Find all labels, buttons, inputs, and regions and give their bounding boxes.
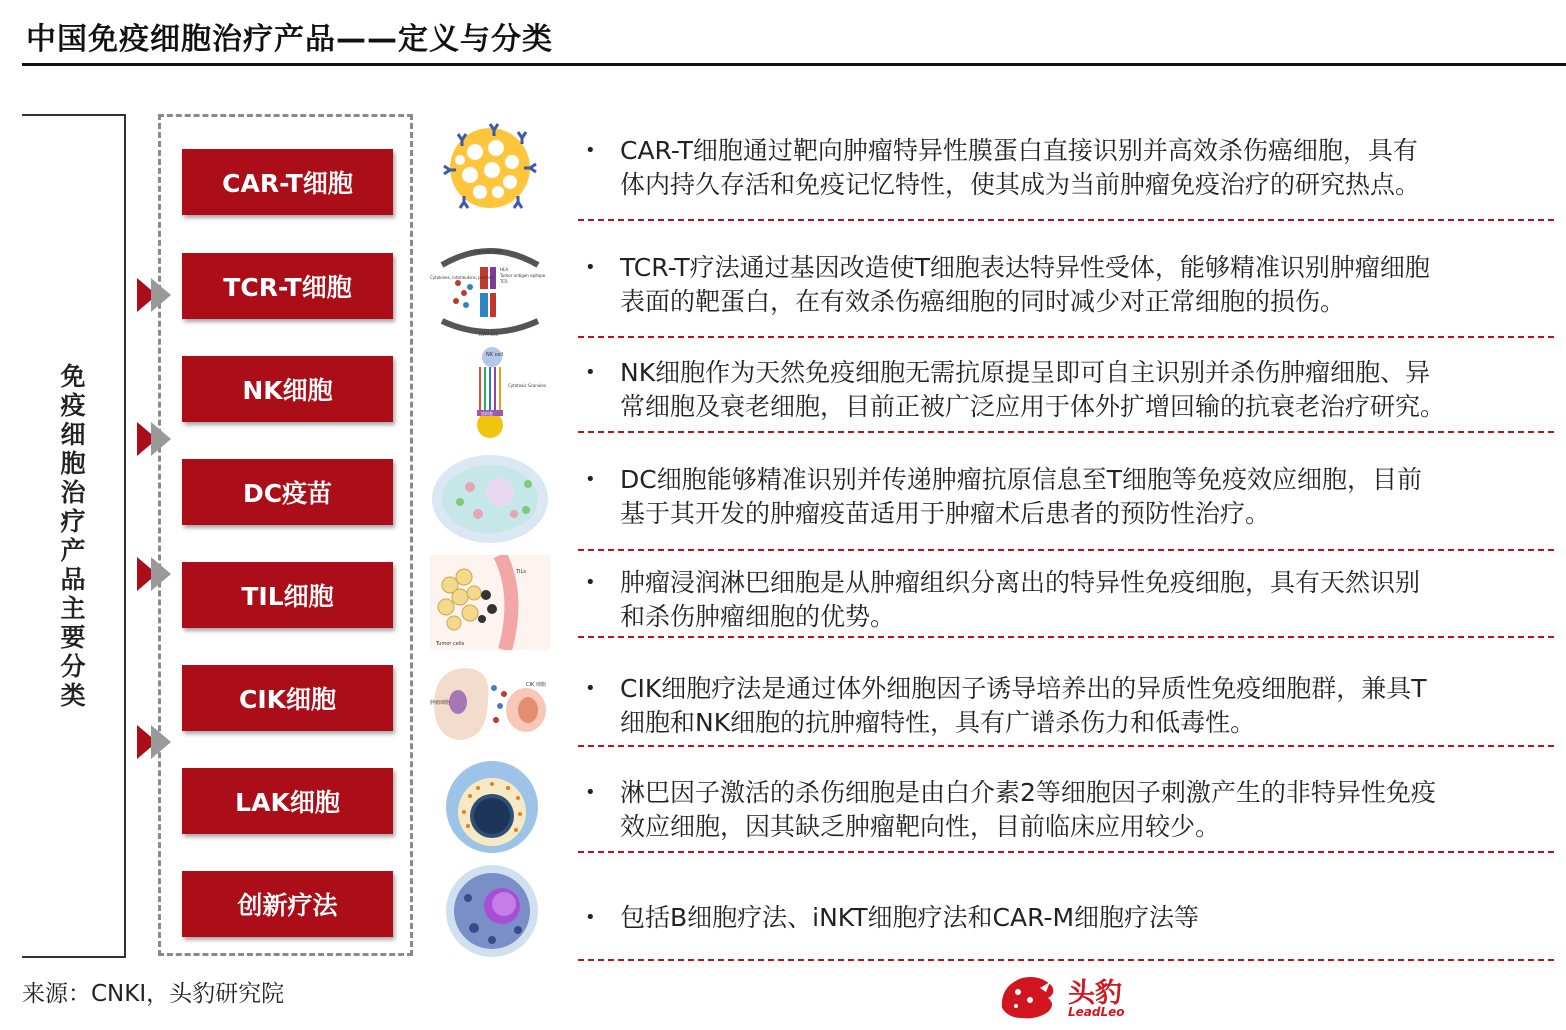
svg-text:TCR-T Cell: TCR-T Cell bbox=[478, 332, 498, 337]
section-divider bbox=[578, 549, 1554, 551]
chevron-right-icon bbox=[137, 554, 177, 594]
section-divider bbox=[578, 336, 1554, 338]
logo-text-en: LeadLeo bbox=[1068, 1005, 1125, 1019]
nk-cell-diagram bbox=[430, 345, 550, 440]
bullet-icon: • bbox=[585, 140, 596, 161]
svg-text:Cancer cell: Cancer cell bbox=[474, 249, 502, 255]
section-divider bbox=[578, 219, 1554, 221]
bullet-icon: • bbox=[585, 572, 596, 593]
description-car-t: CAR-T细胞通过靶向肿瘤特异性膜蛋白直接识别并高效杀伤癌细胞，具有 体内持久存活和免疫记忆特性，使其成为当前肿瘤免疫治疗的研究热点。 bbox=[620, 136, 1421, 199]
category-cik[interactable]: CIK细胞 bbox=[182, 665, 393, 731]
svg-text:Cytokines, interleukins, perfo: Cytokines, interleukins, perforin bbox=[430, 275, 495, 280]
title-divider bbox=[22, 63, 1566, 66]
description-nk: NK细胞作为天然免疫细胞无需抗原提呈即可自主识别并杀伤肿瘤细胞、异 常细胞及衰老细胞，目前正被广泛应用于体外扩增回输的抗衰老治疗研究。 bbox=[620, 358, 1446, 421]
cik-cell-diagram bbox=[430, 658, 550, 753]
bullet-icon: • bbox=[585, 257, 596, 278]
category-lak[interactable]: LAK细胞 bbox=[182, 768, 393, 834]
section-divider bbox=[578, 745, 1554, 747]
svg-text:Tumor antigen epitope: Tumor antigen epitope bbox=[500, 273, 546, 278]
svg-text:Tumor cells: Tumor cells bbox=[436, 641, 465, 647]
category-til[interactable]: TIL细胞 bbox=[182, 562, 393, 628]
svg-text:Cytotoxic Granules: Cytotoxic Granules bbox=[508, 383, 546, 388]
chevron-right-icon bbox=[137, 275, 177, 315]
svg-text:癌细胞: 癌细胞 bbox=[481, 411, 493, 416]
category-nk[interactable]: NK细胞 bbox=[182, 356, 393, 422]
description-lak: 淋巴因子激活的杀伤细胞是由白介素2等细胞因子刺激产生的非特异性免疫 效应细胞，因其缺乏肿瘤靶向性，目前临床应用较少。 bbox=[620, 778, 1436, 841]
description-til: 肿瘤浸润淋巴细胞是从肿瘤组织分离出的特异性免疫细胞，具有天然识别 和杀伤肿瘤细胞的优势。 bbox=[620, 568, 1421, 631]
dc-cell-illustration bbox=[430, 452, 550, 547]
description-dc: DC细胞能够精准识别并传递肿瘤抗原信息至T细胞等免疫效应细胞，目前 基于其开发的肿瘤疫苗适用于肿瘤术后患者的预防性治疗。 bbox=[620, 465, 1422, 528]
category-dc[interactable]: DC疫苗 bbox=[182, 459, 393, 525]
page-title: 中国免疫细胞治疗产品——定义与分类 bbox=[26, 22, 553, 57]
source-note: 来源：CNKI，头豹研究院 bbox=[22, 981, 285, 1007]
description-tcr-t: TCR-T疗法通过基因改造使T细胞表达特异性受体，能够精准识别肿瘤细胞 表面的靶蛋白，在有效杀伤癌细胞的同时减少对正常细胞的损伤。 bbox=[620, 253, 1430, 316]
svg-text:TILs: TILs bbox=[516, 569, 526, 575]
bullet-icon: • bbox=[585, 362, 596, 383]
side-category-label: 免疫细胞治疗产品主要分类 bbox=[60, 362, 86, 710]
category-car-t[interactable]: CAR-T细胞 bbox=[182, 149, 393, 215]
innovative-cell-illustration bbox=[430, 864, 550, 959]
car-t-cell-illustration bbox=[430, 120, 550, 215]
bullet-icon: • bbox=[585, 782, 596, 803]
bullet-icon: • bbox=[585, 678, 596, 699]
section-divider bbox=[578, 851, 1554, 853]
bullet-icon: • bbox=[585, 469, 596, 490]
description-cik: CIK细胞疗法是通过体外细胞因子诱导培养出的异质性免疫细胞群，兼具T 细胞和NK细胞的抗肿瘤特性，具有广谱杀伤力和低毒性。 bbox=[620, 674, 1427, 737]
chevron-right-icon bbox=[137, 722, 177, 762]
svg-text:HLA: HLA bbox=[500, 267, 509, 272]
chevron-right-icon bbox=[137, 419, 177, 459]
category-innovative[interactable]: 创新疗法 bbox=[182, 871, 393, 937]
category-tcr-t[interactable]: TCR-T细胞 bbox=[182, 253, 393, 319]
lak-cell-illustration bbox=[430, 760, 550, 855]
logo-text-cn: 头豹 bbox=[1068, 978, 1122, 1009]
section-divider bbox=[578, 431, 1554, 433]
description-innovative: 包括B细胞疗法、iNKT细胞疗法和CAR-M细胞疗法等 bbox=[620, 903, 1200, 932]
section-divider bbox=[578, 959, 1554, 961]
svg-text:TCR: TCR bbox=[500, 279, 508, 284]
svg-text:肿瘤细胞: 肿瘤细胞 bbox=[430, 700, 451, 706]
section-divider bbox=[578, 636, 1554, 638]
svg-text:NK cell: NK cell bbox=[486, 352, 504, 358]
svg-text:CIK 细胞: CIK 细胞 bbox=[526, 682, 546, 688]
bullet-icon: • bbox=[585, 907, 596, 928]
tcr-t-mechanism-diagram bbox=[430, 243, 550, 338]
til-cell-illustration bbox=[430, 555, 550, 650]
